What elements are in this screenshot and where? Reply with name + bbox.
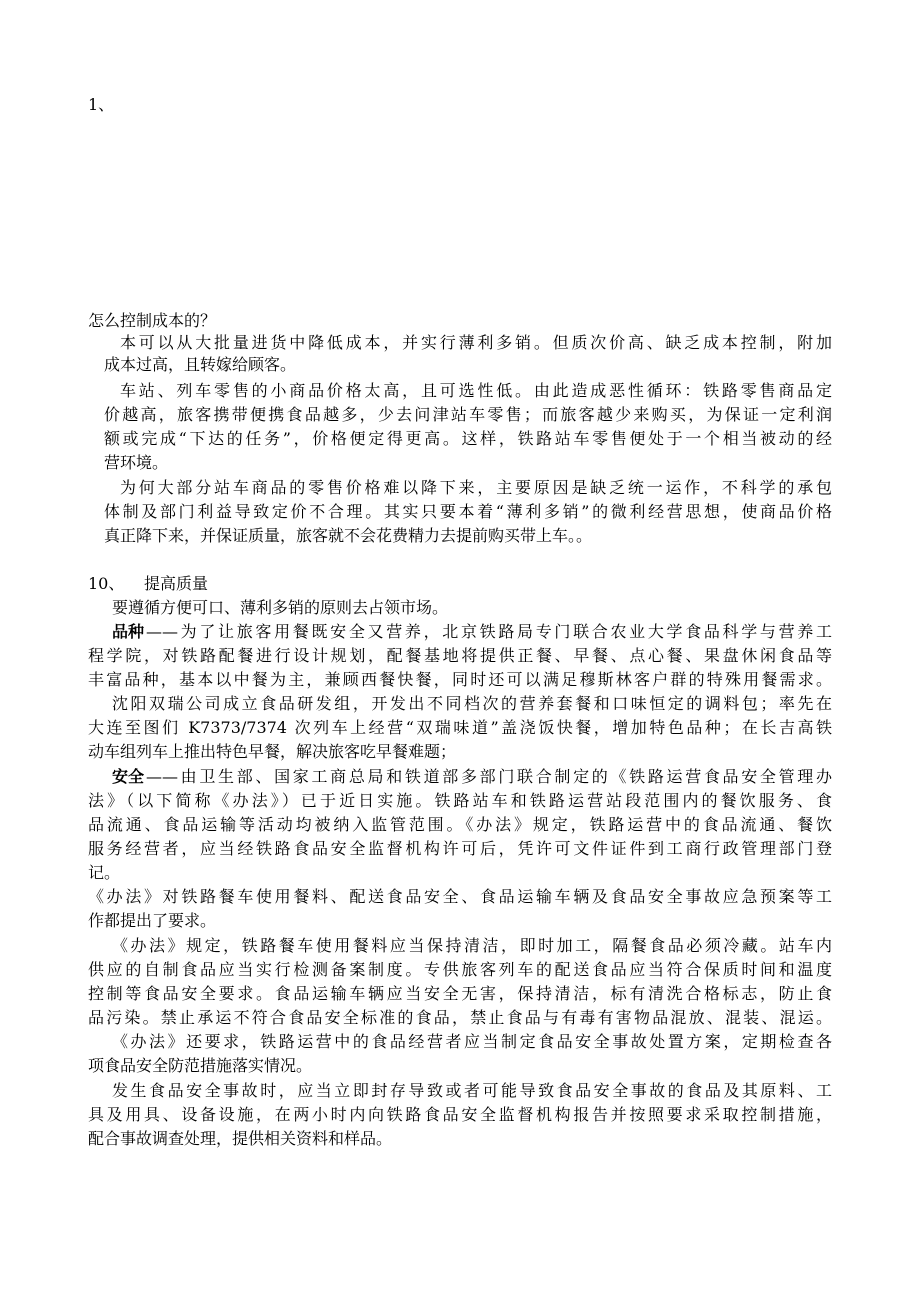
label-safety: 安全 [112, 767, 145, 786]
paragraph-line: 《办法》还要求，铁路运营中的食品经营者应当制定食品安全事故处置方案，定期检查各 [112, 1032, 832, 1051]
heading-number-1: 1、 [88, 95, 115, 114]
paragraph-line: 营环境。 [104, 453, 169, 472]
paragraph-line: 项食品安全防范措施落实情况。 [88, 1056, 313, 1075]
paragraph-line: 配合事故调查处理，提供相关资料和样品。 [88, 1129, 393, 1148]
paragraph-line: 成本过高，且转嫁给顾客。 [104, 355, 297, 374]
section-title-cost-control: 怎么控制成本的？ [88, 311, 217, 330]
paragraph-line: 车站、列车零售的小商品价格太高，且可选性低。由此造成恶性循环：铁路零售商品定 [120, 381, 832, 400]
heading-number-10: 10、 [88, 574, 125, 593]
paragraph-line: 作都提出了要求。 [88, 911, 217, 930]
paragraph-line: 品污染。禁止承运不符合食品安全标准的食品，禁止食品与有毒有害物品混放、混装、混运。 [88, 1008, 832, 1027]
paragraph-line: 大连至图们 K7373/7374 次列车上经营“双瑞味道”盖浇饭快餐，增加特色品种；在长吉高铁 [88, 718, 832, 737]
paragraph-line: 法》（以下简称《办法》）已于近日实施。铁路站车和铁路运营站段范围内的餐饮服务、食 [88, 791, 832, 810]
paragraph-line: 供应的自制食品应当实行检测备案制度。专供旅客列车的配送食品应当符合保质时间和温度 [88, 960, 832, 979]
paragraph-line: 程学院，对铁路配餐进行设计规划，配餐基地将提供正餐、早餐、点心餐、果盘休闲食品等 [88, 646, 832, 665]
paragraph-line: 体制及部门利益导致定价不合理。其实只要本着“薄利多销”的微利经营思想，使商品价格 [104, 502, 832, 521]
label-variety: 品种 [112, 622, 145, 641]
paragraph-line: 本可以从大批量进货中降低成本，并实行薄利多销。但质次价高、缺乏成本控制，附加 [120, 333, 832, 352]
paragraph-line: 价越高，旅客携带便携食品越多，少去问津站车零售；而旅客越少来购买，为保证一定利润 [104, 405, 832, 424]
paragraph-line: 动车组列车上推出特色早餐，解决旅客吃早餐难题； [88, 742, 457, 761]
paragraph-line: 丰富品种，基本以中餐为主，兼顾西餐快餐，同时还可以满足穆斯林客户群的特殊用餐需求。 [88, 670, 832, 689]
paragraph-line: 发生食品安全事故时，应当立即封存导致或者可能导致食品安全事故的食品及其原料、工 [112, 1081, 832, 1100]
paragraph-line: 额或完成“下达的任务”，价格便定得更高。这样，铁路站车零售便处于一个相当被动的经 [104, 429, 832, 448]
paragraph-line: 《办法》对铁路餐车使用餐料、配送食品安全、食品运输车辆及食品安全事故应急预案等工 [88, 887, 832, 906]
paragraph-line: 服务经营者，应当经铁路食品安全监督机构许可后，凭许可文件证件到工商行政管理部门登 [88, 839, 832, 858]
paragraph-line: 控制等食品安全要求。食品运输车辆应当安全无害，保持清洁，标有清洗合格标志，防止食 [88, 984, 832, 1003]
paragraph-line: 具及用具、设备设施，在两小时内向铁路食品安全监督机构报告并按照要求采取控制措施， [88, 1105, 832, 1124]
paragraph-line: 为何大部分站车商品的零售价格难以降下来，主要原因是缺乏统一运作，不科学的承包 [120, 478, 832, 497]
paragraph-line: ——由卫生部、国家工商总局和铁道部多部门联合制定的《铁路运营食品安全管理办 [146, 767, 832, 786]
paragraph-line: 沈阳双瑞公司成立食品研发组，开发出不同档次的营养套餐和口味恒定的调料包；率先在 [112, 694, 832, 713]
paragraph-line: 真正降下来，并保证质量，旅客就不会花费精力去提前购买带上车。。 [104, 526, 593, 545]
paragraph-line: 要遵循方便可口、薄利多销的原则去占领市场。 [112, 598, 449, 617]
paragraph-line: 《办法》规定，铁路餐车使用餐料应当保持清洁，即时加工，隔餐食品必须冷藏。站车内 [112, 936, 832, 955]
paragraph-line: 品流通、食品运输等活动均被纳入监管范围。《办法》规定，铁路运营中的食品流通、餐饮 [88, 815, 832, 834]
paragraph-line: ——为了让旅客用餐既安全又营养，北京铁路局专门联合农业大学食品科学与营养工 [146, 622, 832, 641]
section-title-quality: 提高质量 [144, 574, 209, 593]
paragraph-line: 记。 [88, 863, 121, 882]
